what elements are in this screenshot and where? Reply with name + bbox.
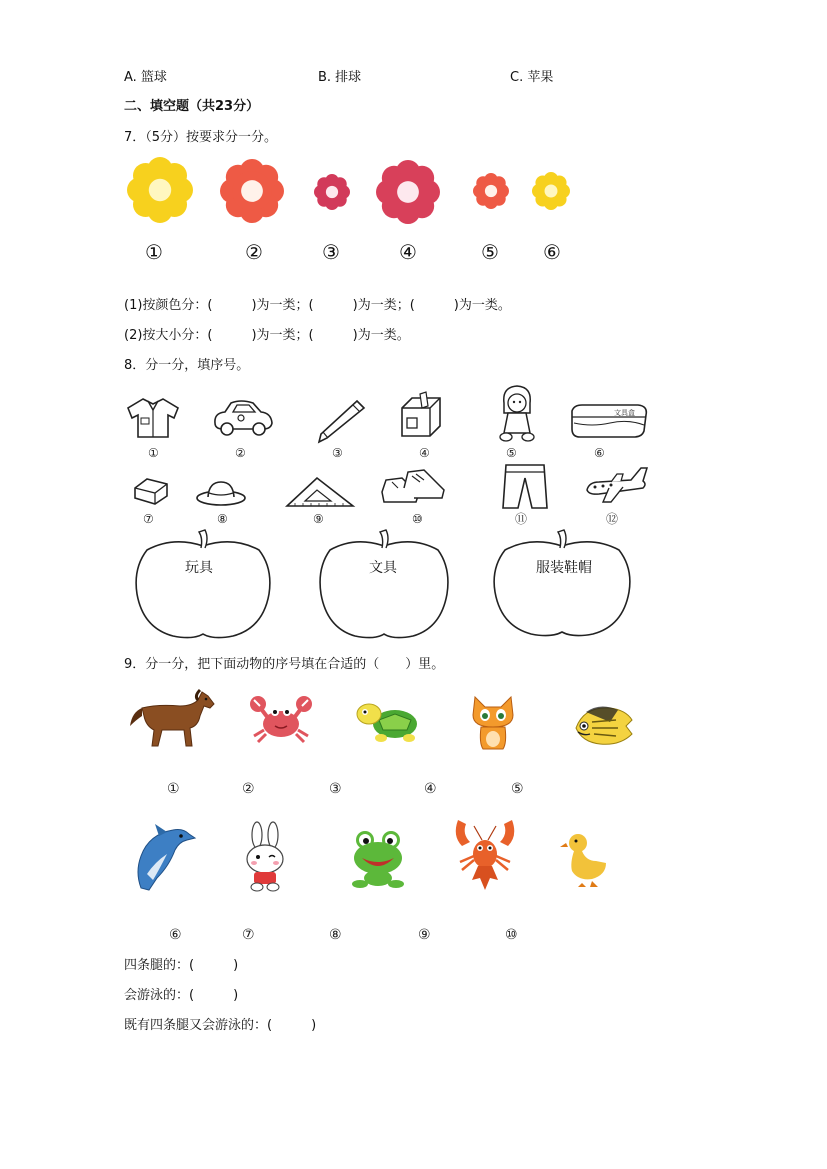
animal-label-3: ③ bbox=[329, 781, 342, 797]
duck-icon bbox=[562, 831, 608, 887]
q9-question-3: 既有四条腿又会游泳的：( ) bbox=[124, 1018, 317, 1033]
lobster-icon bbox=[450, 816, 520, 894]
item-label-3: ③ bbox=[332, 446, 343, 460]
animal-label-10: ⑩ bbox=[505, 927, 518, 943]
item-label-1: ① bbox=[148, 446, 159, 460]
item-label-7: ⑦ bbox=[143, 512, 154, 526]
animal-label-1: ① bbox=[167, 781, 180, 797]
q8-title: 8．分一分，填序号。 bbox=[124, 358, 250, 373]
flower-4-icon bbox=[374, 160, 442, 224]
apple-label-clothing: 服装鞋帽 bbox=[536, 560, 592, 576]
flower-label-1: ① bbox=[145, 240, 163, 264]
option-b: B. 排球 bbox=[318, 70, 362, 85]
sharpener-icon bbox=[398, 390, 444, 440]
item-label-12: ⑫ bbox=[606, 512, 619, 526]
q7-question-2: (2)按大小分：( )为一类；( )为一类。 bbox=[124, 328, 410, 343]
item-label-9: ⑨ bbox=[313, 512, 324, 526]
animal-label-4: ④ bbox=[424, 781, 437, 797]
apple-icon-toys bbox=[133, 528, 273, 642]
animal-label-6: ⑥ bbox=[169, 927, 182, 943]
fish-icon bbox=[570, 700, 634, 750]
sneakers-icon bbox=[378, 466, 448, 506]
animal-label-9: ⑨ bbox=[418, 927, 431, 943]
item-label-11: ⑪ bbox=[515, 512, 528, 526]
eraser-icon bbox=[131, 476, 171, 506]
flower-label-2: ② bbox=[245, 240, 263, 264]
item-label-2: ② bbox=[235, 446, 246, 460]
horse-icon bbox=[128, 686, 216, 750]
flower-label-5: ⑤ bbox=[481, 240, 499, 264]
flower-3-icon bbox=[313, 174, 351, 210]
q7-question-1: (1)按颜色分：( )为一类；( )为一类；( )为一类。 bbox=[124, 298, 511, 313]
turtle-icon bbox=[355, 696, 423, 744]
flower-2-icon bbox=[219, 159, 285, 223]
crab-icon bbox=[248, 692, 314, 746]
item-label-6: ⑥ bbox=[594, 446, 605, 460]
flower-label-4: ④ bbox=[399, 240, 417, 264]
flower-5-icon bbox=[473, 173, 509, 209]
q9-question-1: 四条腿的：( ) bbox=[124, 958, 239, 973]
option-a: A. 篮球 bbox=[124, 70, 167, 85]
flower-label-3: ③ bbox=[322, 240, 340, 264]
pencil-case-icon bbox=[568, 403, 650, 439]
cat-icon bbox=[469, 693, 517, 751]
item-label-4: ④ bbox=[419, 446, 430, 460]
flower-1-icon bbox=[125, 157, 195, 223]
triangle-ruler-icon bbox=[283, 474, 357, 510]
trousers-icon bbox=[500, 462, 550, 510]
flower-label-6: ⑥ bbox=[543, 240, 561, 264]
hat-icon bbox=[195, 478, 247, 508]
animal-label-2: ② bbox=[242, 781, 255, 797]
apple-icon-stationery bbox=[317, 528, 451, 642]
item-label-10: ⑩ bbox=[412, 512, 423, 526]
q9-question-2: 会游泳的：( ) bbox=[124, 988, 239, 1003]
pencil-icon bbox=[313, 398, 367, 444]
animal-label-7: ⑦ bbox=[242, 927, 255, 943]
item-label-5: ⑤ bbox=[506, 446, 517, 460]
rabbit-icon bbox=[241, 821, 289, 893]
airplane-icon bbox=[583, 464, 649, 506]
animal-label-8: ⑧ bbox=[329, 927, 342, 943]
doll-icon bbox=[496, 383, 538, 443]
shirt-icon bbox=[126, 396, 180, 440]
apple-label-stationery: 文具 bbox=[369, 560, 397, 576]
option-c: C. 苹果 bbox=[510, 70, 554, 85]
pencil-case-text: 文具盒 bbox=[614, 409, 635, 417]
q7-title: 7．（5分）按要求分一分。 bbox=[124, 130, 278, 145]
q9-title: 9．分一分，把下面动物的序号填在合适的（ ）里。 bbox=[124, 657, 445, 672]
flower-6-icon bbox=[532, 172, 570, 210]
animal-label-5: ⑤ bbox=[511, 781, 524, 797]
apple-label-toys: 玩具 bbox=[185, 560, 213, 576]
apple-icon-clothing bbox=[491, 528, 633, 640]
dolphin-icon bbox=[133, 822, 197, 892]
toy-car-icon bbox=[211, 397, 275, 437]
item-label-8: ⑧ bbox=[217, 512, 228, 526]
section-heading: 二、填空题（共23分） bbox=[124, 99, 260, 114]
frog-icon bbox=[350, 828, 406, 888]
